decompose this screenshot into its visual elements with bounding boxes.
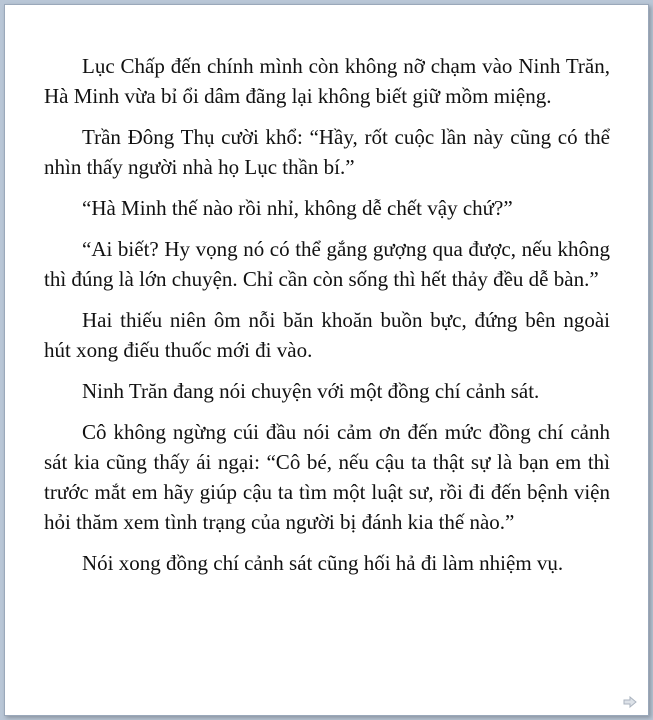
- document-page: [4, 4, 649, 716]
- arrow-right-icon[interactable]: [623, 696, 637, 708]
- paragraph-3: “Hà Minh thế nào rồi nhỉ, không dễ chết vậy chứ?”: [82, 196, 513, 220]
- paragraph-2: Trần Đông Thụ cười khổ: “Hầy, rốt cuộc lần này cũng có thể nhìn thấy người nhà họ Lục thần bí.”: [44, 125, 610, 179]
- document-body: [44, 51, 610, 589]
- paragraph-5: Hai thiếu niên ôm nỗi băn khoăn buồn bực, đứng bên ngoài hút xong điếu thuốc mới đi vào.: [44, 308, 610, 362]
- paragraph-1: Lục Chấp đến chính mình còn không nỡ chạm vào Ninh Trăn, Hà Minh vừa bỉ ổi dâm đãng lại không biết giữ mồm miệng.: [44, 54, 610, 108]
- paragraph-8: Nói xong đồng chí cảnh sát cũng hối hả đi làm nhiệm vụ.: [82, 551, 564, 575]
- paragraph-4: “Ai biết? Hy vọng nó có thể gắng gượng qua được, nếu không thì đúng là lớn chuyện. Chỉ cần còn sống thì hết thảy đều dễ bàn.”: [44, 237, 610, 291]
- paragraph-6: Ninh Trăn đang nói chuyện với một đồng chí cảnh sát.: [82, 379, 540, 403]
- paragraph-7: Cô không ngừng cúi đầu nói cảm ơn đến mức đồng chí cảnh sát kia cũng thấy ái ngại: “Cô bé, nếu cậu ta thật sự là bạn em thì trước mắt em hãy giúp cậu ta tìm một luật sư, rồi đi đến bệnh viện hỏi thăm xem tình trạng của người bị đánh kia thế nào.”: [44, 420, 610, 534]
